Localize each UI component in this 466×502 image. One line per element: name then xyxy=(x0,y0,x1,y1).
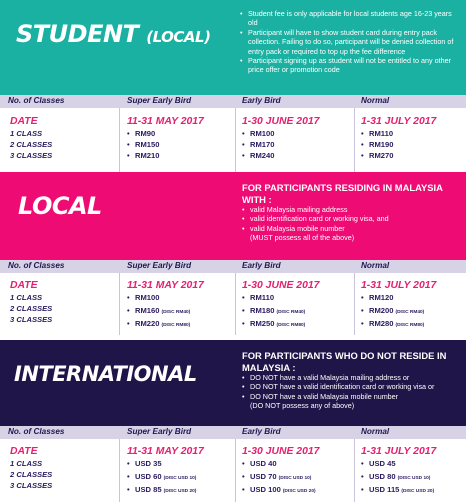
local-heading: FOR PARTICIPANTS RESIDING IN MALAYSIA WITH : xyxy=(242,182,443,205)
local-notes xyxy=(242,182,462,243)
student-title-text: STUDENT xyxy=(16,20,139,48)
international-note: • DO NOT have a valid identification card or working visa or xyxy=(242,382,464,391)
price-row: • USD 80 (DISC USD 10) xyxy=(361,471,431,481)
header-super-early: Super Early Bird xyxy=(127,96,192,105)
price-row: • RM110 xyxy=(361,129,394,138)
header-normal: Normal xyxy=(361,96,390,105)
price-row: • RM150 xyxy=(127,139,160,149)
student-header-row xyxy=(0,95,466,108)
class-row: 3 CLASSES xyxy=(10,480,53,490)
period-label: 1-31 JULY 2017 xyxy=(361,446,437,457)
price-row: • RM220 (DISC RM80) xyxy=(127,318,191,328)
student-note: • Participant signing up as student will not be entitled to any other price offer or promotion code xyxy=(240,56,460,75)
header-early: Early Bird xyxy=(242,427,281,436)
local-banner xyxy=(0,172,466,260)
period-label: 11-31 MAY 2017 xyxy=(127,116,204,127)
class-row: 3 CLASSES xyxy=(10,150,53,160)
period-label: 1-30 JUNE 2017 xyxy=(242,446,320,457)
class-row: 2 CLASSES xyxy=(10,303,53,313)
class-row: 1 CLASS xyxy=(10,129,43,138)
international-notes xyxy=(242,350,464,411)
international-super-early-column xyxy=(127,446,204,502)
price-row: • USD 70 (DISC USD 10) xyxy=(242,471,312,481)
header-early: Early Bird xyxy=(242,96,281,105)
price-row: • USD 40 xyxy=(242,459,277,468)
price-row: • RM100 xyxy=(127,293,160,302)
local-note: • valid Malaysia mobile number xyxy=(242,224,462,233)
local-note-tail: (MUST possess all of the above) xyxy=(250,233,355,243)
international-note-tail: (DO NOT possess any of above) xyxy=(250,401,355,411)
price-row: • USD 60 (DISC USD 10) xyxy=(127,471,197,481)
student-title-small: (LOCAL) xyxy=(146,28,211,46)
price-row: • RM100 xyxy=(242,129,275,138)
international-note: • DO NOT have a valid Malaysia mailing address or xyxy=(242,373,464,382)
student-title xyxy=(16,20,210,48)
price-row: • RM170 xyxy=(242,139,275,149)
price-row: • RM210 xyxy=(127,150,160,160)
header-normal: Normal xyxy=(361,261,390,270)
price-row: • USD 45 xyxy=(361,459,396,468)
local-note: • valid Malaysia mailing address xyxy=(242,205,462,214)
class-row: 2 CLASSES xyxy=(10,139,53,149)
date-label: DATE xyxy=(10,280,38,291)
international-normal-column xyxy=(361,446,436,502)
period-label: 1-31 JULY 2017 xyxy=(361,116,437,127)
local-early-column xyxy=(242,280,319,342)
local-note: • valid identification card or working visa, and xyxy=(242,214,462,223)
local-table xyxy=(0,273,466,335)
price-row: • RM90 xyxy=(127,129,156,138)
local-title: LOCAL xyxy=(18,192,102,220)
student-notes xyxy=(240,9,460,75)
student-super-early-column xyxy=(127,116,204,180)
international-title: INTERNATIONAL xyxy=(14,362,197,386)
price-row: • RM240 xyxy=(242,150,275,160)
student-banner xyxy=(0,0,466,95)
local-class-column xyxy=(10,280,52,342)
date-label: DATE xyxy=(10,116,38,127)
price-row: • USD 85 (DISC USD 20) xyxy=(127,484,197,494)
local-super-early-column xyxy=(127,280,204,342)
international-early-column xyxy=(242,446,319,502)
class-row: 3 CLASSES xyxy=(10,314,53,324)
student-early-column xyxy=(242,116,319,180)
price-row: • RM200 (DISC RM40) xyxy=(361,305,425,315)
student-class-column xyxy=(10,116,52,180)
price-row: • RM270 xyxy=(361,150,394,160)
student-normal-column xyxy=(361,116,436,180)
period-label: 1-31 JULY 2017 xyxy=(361,280,437,291)
header-classes: No. of Classes xyxy=(8,427,65,436)
header-super-early: Super Early Bird xyxy=(127,427,192,436)
period-label: 1-30 JUNE 2017 xyxy=(242,116,320,127)
class-row: 1 CLASS xyxy=(10,293,43,302)
student-table xyxy=(0,108,466,172)
international-class-column xyxy=(10,446,52,502)
header-early: Early Bird xyxy=(242,261,281,270)
header-super-early: Super Early Bird xyxy=(127,261,192,270)
price-row: • USD 35 xyxy=(127,459,162,468)
date-label: DATE xyxy=(10,446,38,457)
price-row: • RM120 xyxy=(361,293,394,302)
international-heading: FOR PARTICIPANTS WHO DO NOT RESIDE IN MALAYSIA : xyxy=(242,350,447,373)
price-row: • RM180 (DISC RM40) xyxy=(242,305,306,315)
price-row: • RM190 xyxy=(361,139,394,149)
student-note: • Participant will have to show student card during entry pack collection. Failing to do so, participant will be denied collection of entry pack or required to top up the fee difference xyxy=(240,28,460,56)
header-normal: Normal xyxy=(361,427,390,436)
class-row: 2 CLASSES xyxy=(10,469,53,479)
international-header-row xyxy=(0,426,466,439)
period-label: 11-31 MAY 2017 xyxy=(127,280,204,291)
period-label: 1-30 JUNE 2017 xyxy=(242,280,320,291)
local-normal-column xyxy=(361,280,436,342)
international-note: • DO NOT have a valid Malaysia mobile number xyxy=(242,392,464,401)
class-row: 1 CLASS xyxy=(10,459,43,468)
period-label: 11-31 MAY 2017 xyxy=(127,446,204,457)
price-row: • USD 115 (DISC USD 20) xyxy=(361,484,435,494)
student-note: • Student fee is only applicable for local students age 16-23 years old xyxy=(240,9,460,28)
price-row: • RM110 xyxy=(242,293,275,302)
price-row: • RM160 (DISC RM40) xyxy=(127,305,191,315)
header-classes: No. of Classes xyxy=(8,261,65,270)
international-banner xyxy=(0,340,466,426)
local-header-row xyxy=(0,260,466,273)
international-table xyxy=(0,439,466,502)
price-row: • RM250 (DISC RM80) xyxy=(242,318,306,328)
header-classes: No. of Classes xyxy=(8,96,65,105)
price-row: • RM280 (DISC RM80) xyxy=(361,318,425,328)
price-row: • USD 100 (DISC USD 20) xyxy=(242,484,316,494)
